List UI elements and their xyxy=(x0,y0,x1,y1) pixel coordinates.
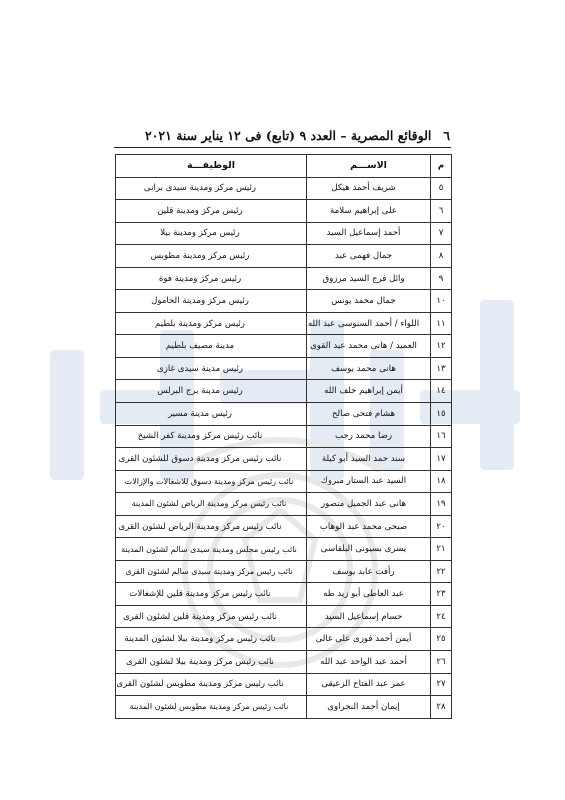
job-title: نائب رئيس مركز ومدينة الرياض لشئون القرى xyxy=(116,515,307,538)
table-row xyxy=(116,290,452,313)
header-rule xyxy=(114,147,451,148)
appointments-table xyxy=(115,154,452,719)
page-header xyxy=(115,126,450,146)
job-title: نائب رئيس مركز ومدينة دسوق للشئون القرى xyxy=(116,448,307,471)
table-row xyxy=(116,651,452,674)
table-row xyxy=(116,267,452,290)
job-title: رئيس مركز ومدينة سيدى برانى xyxy=(116,177,307,200)
row-number: ١٦ xyxy=(431,425,452,448)
job-title: مدينة مصيف بلطيم xyxy=(116,335,307,358)
person-name: جمال فهمى عبد xyxy=(307,245,431,268)
table-row xyxy=(116,425,452,448)
person-name: صبحى محمد عبد الوهاب xyxy=(307,515,431,538)
row-number: ١٨ xyxy=(431,470,452,493)
table-row xyxy=(116,357,452,380)
person-name: السيد عبد الستار مبروك xyxy=(307,470,431,493)
row-number: ١٤ xyxy=(431,380,452,403)
job-title: رئيس مركز ومدينة مطوبس xyxy=(116,245,307,268)
row-number: ١١ xyxy=(431,312,452,335)
column-header-name: الاســـم xyxy=(307,155,431,178)
table-row xyxy=(116,696,452,719)
row-number: ٢٣ xyxy=(431,583,452,606)
page-number: ٦ xyxy=(443,128,450,143)
job-title: رئيس مدينة برج البرلس xyxy=(116,380,307,403)
job-title: نائب رئيس مركز ومدينة الرياض لشئون المدينة xyxy=(116,493,307,516)
column-header-number: م xyxy=(431,155,452,178)
person-name: إيمان أحمد النحراوى xyxy=(307,696,431,719)
person-name: عمر عبد الفتاح الزعيقى xyxy=(307,673,431,696)
row-number: ١٣ xyxy=(431,357,452,380)
job-title: رئيس مدينة سيدى غازى xyxy=(116,357,307,380)
person-name: أيمن إبراهيم خلف الله xyxy=(307,380,431,403)
row-number: ٢٠ xyxy=(431,515,452,538)
person-name: على إبراهيم سلامة xyxy=(307,200,431,223)
person-name: عبد العاطى أبو زيد طه xyxy=(307,583,431,606)
row-number: ١٩ xyxy=(431,493,452,516)
job-title: نائب رئيس مركز ومدينة كفر الشيخ xyxy=(116,425,307,448)
job-title: نائب رئيس مجلس ومدينة سيدى سالم لشئون المدينة xyxy=(116,538,307,561)
table-row xyxy=(116,538,452,561)
row-number: ٥ xyxy=(431,177,452,200)
table-row xyxy=(116,605,452,628)
person-name: جمال محمد يونس xyxy=(307,290,431,313)
row-number: ٢٢ xyxy=(431,560,452,583)
row-number: ١٢ xyxy=(431,335,452,358)
person-name: وائل فرج السيد مرزوق xyxy=(307,267,431,290)
table-row xyxy=(116,222,452,245)
row-number: ٩ xyxy=(431,267,452,290)
person-name: أيمن أحمد فوزى على غالى xyxy=(307,628,431,651)
issue-title: الوقائع المصرية – العدد ٩ (تابع) فى ١٢ يناير سنة ٢٠٢١ xyxy=(145,128,432,143)
table-row xyxy=(116,628,452,651)
table-row xyxy=(116,177,452,200)
person-name: حسام إسماعيل السيد xyxy=(307,605,431,628)
job-title: نائب رئيس مركز ومدينة بيلا لشئون القرى xyxy=(116,651,307,674)
person-name: العميد / هانى محمد عبد القوى xyxy=(307,335,431,358)
table-row xyxy=(116,200,452,223)
person-name: هانى محمد يوسف xyxy=(307,357,431,380)
person-name: سند حمد السيد أبو كيلة xyxy=(307,448,431,471)
table-row xyxy=(116,312,452,335)
table-row xyxy=(116,493,452,516)
table-row xyxy=(116,560,452,583)
person-name: شريف أحمد هيكل xyxy=(307,177,431,200)
row-number: ١٠ xyxy=(431,290,452,313)
row-number: ١٧ xyxy=(431,448,452,471)
job-title: نائب رئيس مركز ومدينة قلين لشئون القرى xyxy=(116,605,307,628)
table-row xyxy=(116,335,452,358)
job-title: رئيس مركز ومدينة بلطيم xyxy=(116,312,307,335)
job-title: نائب رئيس مركز ومدينة دسوق للاشغالات والإزالات xyxy=(116,470,307,493)
row-number: ٢١ xyxy=(431,538,452,561)
job-title: نائب رئيس مركز ومدينة مطوبس لشئون المدينة xyxy=(116,696,307,719)
row-number: ٢٥ xyxy=(431,628,452,651)
row-number: ٢٤ xyxy=(431,605,452,628)
table-row xyxy=(116,470,452,493)
job-title: رئيس مركز ومدينة بيلا xyxy=(116,222,307,245)
person-name: هانى عبد الجميل منصور xyxy=(307,493,431,516)
person-name: اللواء / أحمد السنوسى عبد الله xyxy=(307,312,431,335)
table-row xyxy=(116,515,452,538)
table-row xyxy=(116,245,452,268)
job-title: رئيس مركز ومدينة الحامول xyxy=(116,290,307,313)
row-number: ٧ xyxy=(431,222,452,245)
table-row xyxy=(116,380,452,403)
column-header-job: الوظيفـــة xyxy=(116,155,307,178)
job-title: رئيس مركز ومدينة فوة xyxy=(116,267,307,290)
person-name: أحمد إسماعيل السيد xyxy=(307,222,431,245)
table-row xyxy=(116,583,452,606)
row-number: ٢٦ xyxy=(431,651,452,674)
person-name: يسرى بسيونى البلقاسى xyxy=(307,538,431,561)
row-number: ٦ xyxy=(431,200,452,223)
person-name: أحمد عبد الواحد عبد الله xyxy=(307,651,431,674)
table-row xyxy=(116,403,452,426)
table-row xyxy=(116,673,452,696)
person-name: هشام فتحى صالح xyxy=(307,403,431,426)
job-title: رئيس مدينة مسير xyxy=(116,403,307,426)
job-title: نائب رئيس مركز ومدينة سيدى سالم لشئون القرى xyxy=(116,560,307,583)
person-name: رأفت عابد يوسف xyxy=(307,560,431,583)
job-title: نائب رئيس مركز ومدينة بيلا لشئون المدينة xyxy=(116,628,307,651)
row-number: ٢٧ xyxy=(431,673,452,696)
row-number: ٨ xyxy=(431,245,452,268)
row-number: ٢٨ xyxy=(431,696,452,719)
person-name: رضا محمد رجب xyxy=(307,425,431,448)
table-row xyxy=(116,448,452,471)
job-title: رئيس مركز ومدينة قلين xyxy=(116,200,307,223)
row-number: ١٥ xyxy=(431,403,452,426)
job-title: نائب رئيس مركز ومدينة قلين للإشغالات xyxy=(116,583,307,606)
job-title: نائب رئيس مركز ومدينة مطوبس لشئون القرى xyxy=(116,673,307,696)
table-header-row xyxy=(116,155,452,178)
